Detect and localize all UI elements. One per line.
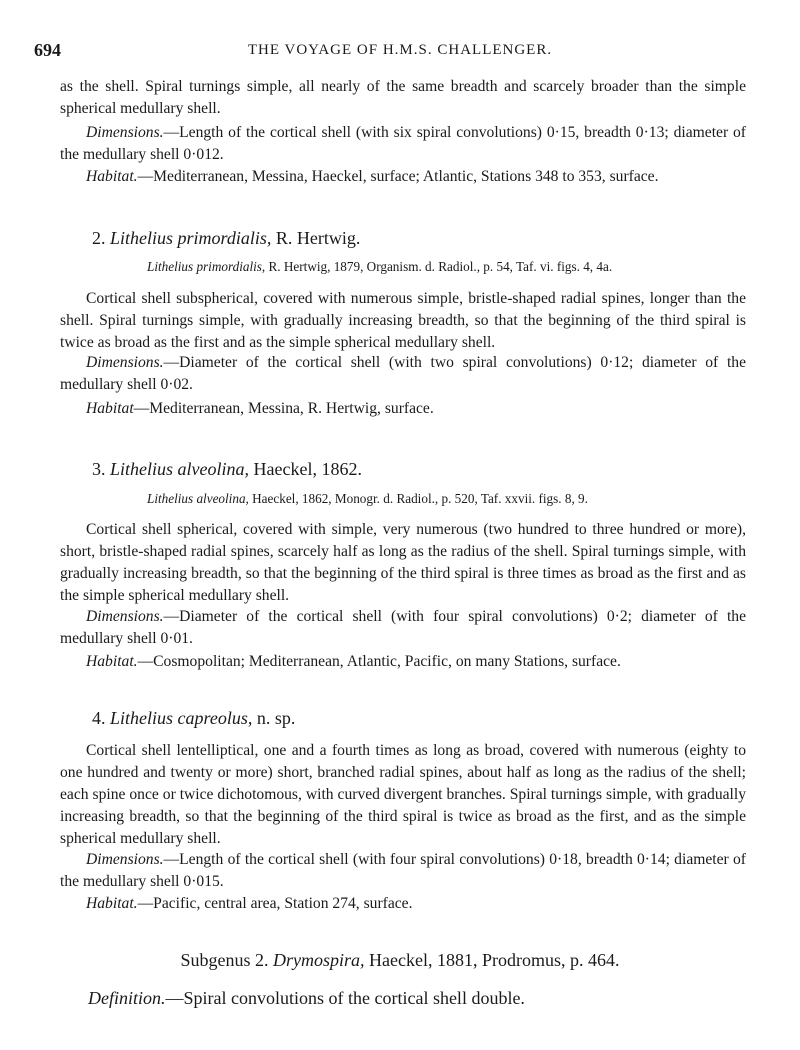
dimensions-label: Dimensions. [86, 354, 164, 371]
species-heading [92, 459, 362, 480]
subgenus-name: Drymospira, [273, 950, 365, 970]
dimensions-paragraph [60, 122, 746, 166]
habitat-label: Habitat. [86, 895, 138, 912]
synonym-ref: Haeckel, 1862, Monogr. d. Radiol., p. 520, Taf. xxvii. figs. 8, 9. [252, 491, 588, 506]
dimensions-paragraph [60, 849, 746, 893]
synonym-name: Lithelius primordialis, [147, 259, 266, 274]
habitat-paragraph [60, 651, 746, 673]
subgenus-ref: Haeckel, 1881, Prodromus, p. 464. [369, 950, 620, 970]
dimensions-label: Dimensions. [86, 124, 164, 141]
subgenus-heading [0, 950, 800, 971]
habitat-paragraph [60, 893, 746, 915]
species-number: 3. [92, 459, 106, 479]
description-paragraph [60, 740, 746, 850]
dimensions-text: —Length of the cortical shell (with four spiral convolutions) 0·18, breadth 0·14; diameter of the medullary shell 0·015. [60, 851, 746, 890]
habitat-label: Habitat [86, 400, 134, 417]
continuation-text: as the shell. Spiral turnings simple, all nearly of the same breadth and scarcely broader than the simple spherical medullary shell. [60, 78, 746, 117]
species-author: R. Hertwig. [275, 228, 361, 248]
species-author: Haeckel, 1862. [253, 459, 362, 479]
habitat-paragraph [60, 166, 746, 188]
species-name: Lithelius capreolus, [110, 708, 253, 728]
dimensions-text: —Length of the cortical shell (with six spiral convolutions) 0·15, breadth 0·13; diameter of the medullary shell 0·012. [60, 124, 746, 163]
dimensions-text: —Diameter of the cortical shell (with four spiral convolutions) 0·2; diameter of the medullary shell 0·01. [60, 608, 746, 647]
habitat-text: —Mediterranean, Messina, Haeckel, surface; Atlantic, Stations 348 to 353, surface. [137, 168, 659, 185]
dimensions-text: —Diameter of the cortical shell (with two spiral convolutions) 0·12; diameter of the medullary shell 0·02. [60, 354, 746, 393]
description-text: Cortical shell spherical, covered with simple, very numerous (two hundred to three hundred or more), short, bristle-shaped radial spines, scarcely half as long as the radius of the shell. Spiral turnings simple, with gradually increasing breadth, so that the beginning of the third spiral is three times as broad as the first and as the simple spherical medullary shell. [60, 521, 746, 604]
definition-paragraph [88, 988, 525, 1009]
synonym-ref: R. Hertwig, 1879, Organism. d. Radiol., p. 54, Taf. vi. figs. 4, 4a. [268, 259, 613, 274]
dimensions-paragraph [60, 606, 746, 650]
habitat-text: —Mediterranean, Messina, R. Hertwig, surface. [133, 400, 434, 417]
species-number: 4. [92, 708, 106, 728]
species-number: 2. [92, 228, 106, 248]
synonym-line [147, 491, 588, 507]
description-text: Cortical shell lentelliptical, one and a fourth times as long as broad, covered with numerous (eighty to one hundred and twenty or more) short, branched radial spines, about half as long as the radius of the shell; each spine once or twice dichotomous, with curved divergent branches. Spiral turnings simple, with gradually increasing breadth, so that the beginning of the third spiral is twice as broad as the first, and as the simple spherical medullary shell. [60, 742, 746, 847]
species-author: n. sp. [256, 708, 296, 728]
species-heading [92, 708, 295, 729]
page-number: 694 [34, 40, 61, 60]
synonym-name: Lithelius alveolina, [147, 491, 249, 506]
habitat-paragraph [60, 398, 746, 420]
description-text: Cortical shell subspherical, covered with numerous simple, bristle-shaped radial spines, longer than the shell. Spiral turnings simple, with gradually increasing breadth, so that the beginning of the third spiral is twice as broad as the first and as the simple spherical medullary shell. [60, 290, 746, 351]
habitat-label: Habitat. [86, 653, 138, 670]
species-heading [92, 228, 360, 249]
habitat-label: Habitat. [86, 168, 138, 185]
definition-label: Definition. [88, 988, 166, 1008]
description-paragraph [60, 519, 746, 607]
habitat-text: —Pacific, central area, Station 274, surface. [137, 895, 413, 912]
continuation-paragraph [60, 76, 746, 120]
page-header [34, 40, 766, 64]
description-paragraph [60, 288, 746, 354]
running-title: THE VOYAGE OF H.M.S. CHALLENGER. [247, 42, 553, 58]
definition-text: —Spiral convolutions of the cortical shell double. [165, 988, 525, 1008]
species-name: Lithelius alveolina, [110, 459, 249, 479]
dimensions-label: Dimensions. [86, 608, 164, 625]
dimensions-paragraph [60, 352, 746, 396]
synonym-line [147, 259, 612, 275]
subgenus-prefix: Subgenus 2. [180, 950, 269, 970]
dimensions-label: Dimensions. [86, 851, 164, 868]
species-name: Lithelius primordialis, [110, 228, 272, 248]
habitat-text: —Cosmopolitan; Mediterranean, Atlantic, Pacific, on many Stations, surface. [137, 653, 621, 670]
